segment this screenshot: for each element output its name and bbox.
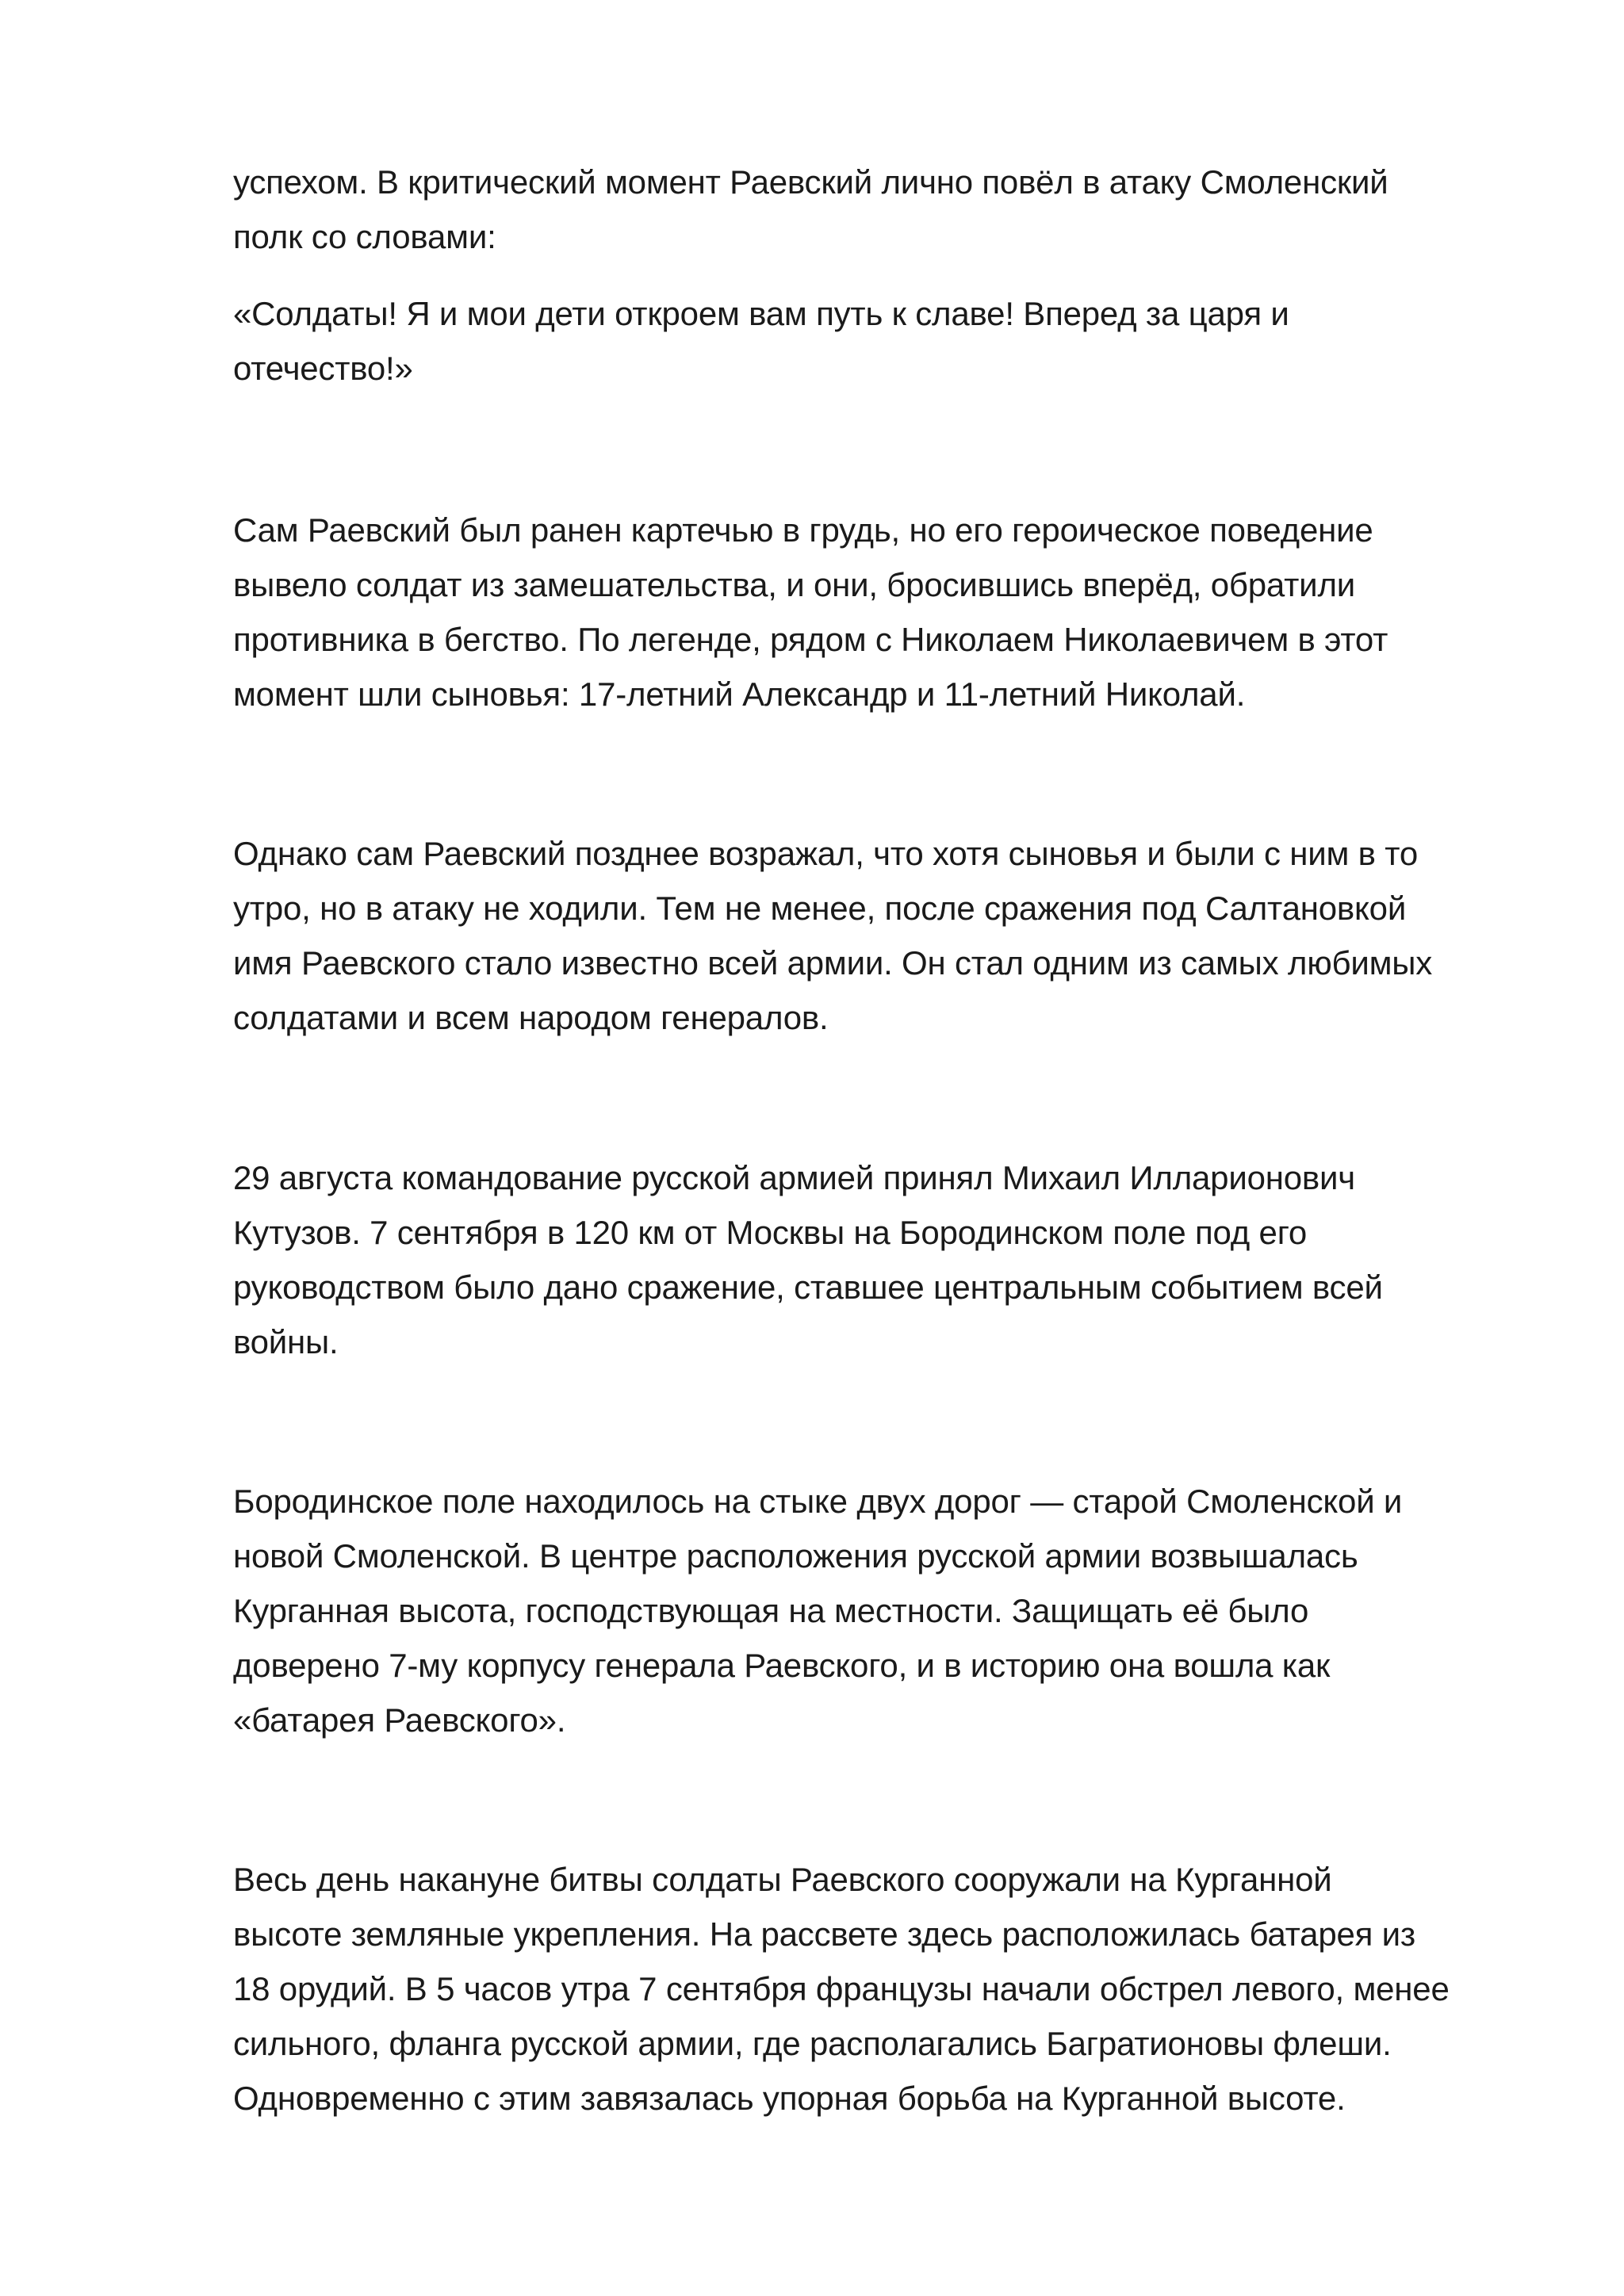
text-line: сильного, фланга русской армии, где располагались Багратионовы флеши. [233, 2025, 1392, 2062]
text-line: доверено 7-му корпусу генерала Раевского, и в историю она вошла как [233, 1647, 1331, 1684]
text-line: 18 орудий. В 5 часов утра 7 сентября французы начали обстрел левого, менее [233, 1970, 1450, 2007]
text-line: противника в бегство. По легенде, рядом с Николаем Николаевичем в этот [233, 621, 1388, 658]
text-line: полк со словами: [233, 218, 496, 255]
text-line: отечество!» [233, 350, 413, 387]
paragraph-7 [233, 1852, 1534, 2126]
text-line: «Солдаты! Я и мои дети откроем вам путь к славе! Вперед за царя и [233, 295, 1289, 332]
text-line: Бородинское поле находилось на стыке двух дорог — старой Смоленской и [233, 1483, 1403, 1520]
text-line: 29 августа командование русской армией принял Михаил Илларионович [233, 1159, 1355, 1196]
text-line: «батарея Раевского». [233, 1701, 566, 1739]
text-line: руководством было дано сражение, ставшее центральным событием всей [233, 1269, 1383, 1306]
quote-paragraph [233, 286, 1534, 396]
text-line: успехом. В критический момент Раевский лично повёл в атаку Смоленский [233, 163, 1388, 201]
paragraph-6 [233, 1474, 1534, 1747]
text-line: Курганная высота, господствующая на местности. Защищать её было [233, 1592, 1309, 1629]
text-line: высоте земляные укрепления. На рассвете здесь расположилась батарея из [233, 1915, 1415, 1953]
text-line: Кутузов. 7 сентября в 120 км от Москвы на Бородинском поле под его [233, 1214, 1308, 1251]
paragraph-4 [233, 826, 1534, 1045]
text-line: новой Смоленской. В центре расположения русской армии возвышалась [233, 1537, 1358, 1575]
paragraph-5 [233, 1150, 1534, 1369]
text-line: имя Раевского стало известно всей армии. Он стал одним из самых любимых [233, 944, 1433, 982]
text-line: момент шли сыновья: 17-летний Александр и 11-летний Николай. [233, 675, 1246, 713]
text-line: Одновременно с этим завязалась упорная борьба на Курганной высоте. [233, 2080, 1346, 2117]
text-line: утро, но в атаку не ходили. Тем не менее, после сражения под Салтановкой [233, 890, 1407, 927]
text-line: Сам Раевский был ранен картечью в грудь, но его героическое поведение [233, 511, 1373, 549]
text-line: солдатами и всем народом генералов. [233, 999, 829, 1036]
paragraph-3 [233, 503, 1534, 721]
text-line: войны. [233, 1323, 339, 1360]
text-line: Весь день накануне битвы солдаты Раевского сооружали на Курганной [233, 1861, 1332, 1898]
text-line: Однако сам Раевский позднее возражал, что хотя сыновья и были с ним в то [233, 835, 1418, 872]
text-line: вывело солдат из замешательства, и они, бросившись вперёд, обратили [233, 566, 1356, 603]
paragraph-1 [233, 155, 1534, 264]
